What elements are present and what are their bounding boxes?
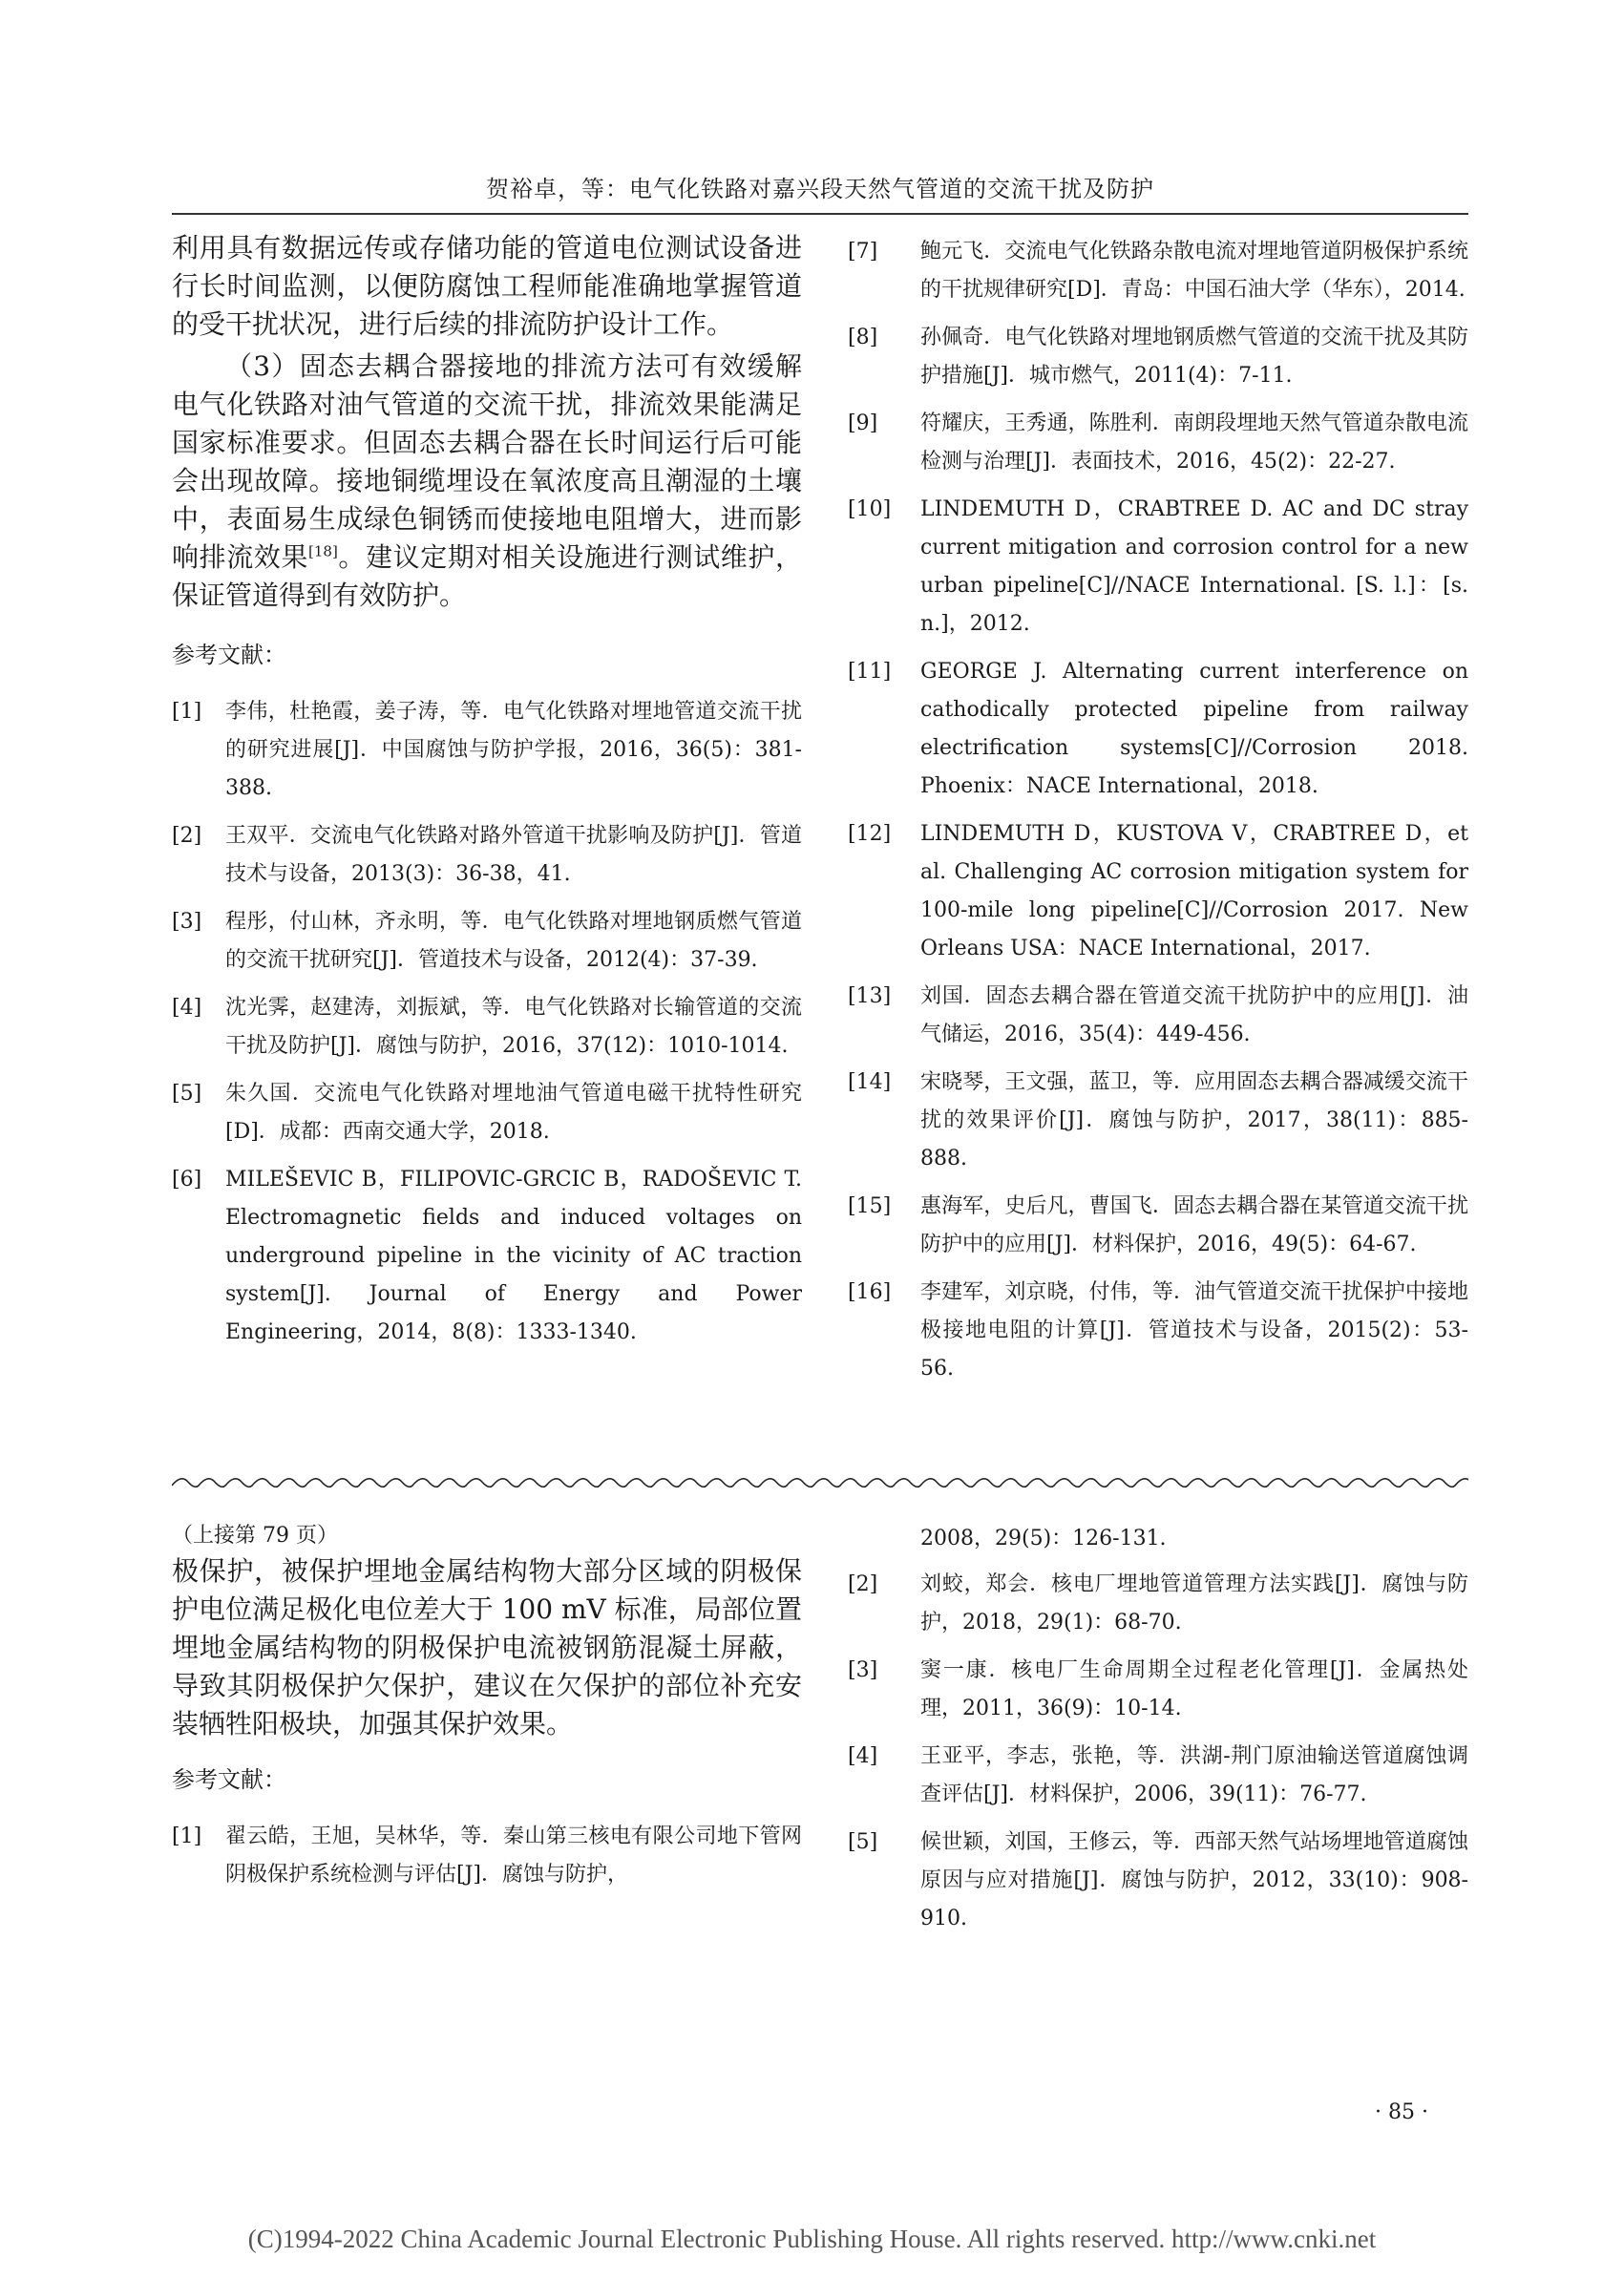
reference-item (172, 817, 802, 894)
reference-item (172, 693, 802, 808)
reference-number: [12] (848, 822, 892, 846)
reference-number: [4] (172, 996, 202, 1020)
reference-text: 翟云皓，王旭，吴林华，等．秦山第三核电有限公司地下管网阴极保护系统检测与评估[J]．腐蚀与防护， (225, 1825, 802, 1887)
reference-1-continuation-text: 2008，29(5)：126-131. (920, 1527, 1167, 1550)
conclusion-paragraph-3-tail: 。建议定期对相关设施进行测试维护，保证管道得到有效防护。 (172, 541, 802, 611)
continued-paragraph: 极保护，被保护埋地金属结构物大部分区域的阴极保护电位满足极化电位差大于 100 mV 标准，局部位置埋地金属结构物的阴极保护电流被钢筋混凝土屏蔽，导致其阴极保护欠保护，建议在欠保护的部位补充安装牺牲阳极块，加强其保护效果。 (172, 1555, 802, 1740)
reference-number: [13] (848, 984, 892, 1008)
running-title: 贺裕卓，等：电气化铁路对嘉兴段天然气管道的交流干扰及防护 (486, 176, 1154, 202)
reference-number: [16] (848, 1280, 892, 1304)
reference-item (848, 319, 1468, 395)
references-list-bottom-right (848, 1566, 1468, 1938)
reference-item (848, 1566, 1468, 1642)
reference-number: [3] (848, 1658, 878, 1682)
reference-text: LINDEMUTH D，KUSTOVA V，CRABTREE D，et al. Challenging AC corrosion mitigation system for 100-mile long pipeline[C]//Corrosion 2017. New Orleans USA：NACE International，2017. (920, 822, 1468, 960)
reference-number: [11] (848, 660, 892, 684)
references-list-bottom-left (172, 1818, 802, 1894)
reference-text: 李伟，杜艳霞，姜子涛，等．电气化铁路对埋地管道交流干扰的研究进展[J]．中国腐蚀与防护学报，2016，36(5)：381-388. (225, 700, 802, 800)
header-rule (172, 213, 1468, 215)
references-heading: 参考文献： (172, 642, 286, 668)
top-left-column (172, 229, 802, 1361)
reference-item (172, 989, 802, 1065)
reference-item (172, 903, 802, 980)
reference-text: 鲍元飞．交流电气化铁路杂散电流对埋地管道阴极保护系统的干扰规律研究[D]．青岛：中国石油大学（华东），2014. (920, 240, 1468, 302)
reference-item (848, 233, 1468, 309)
reference-item (848, 1824, 1468, 1938)
reference-number: [1] (172, 1825, 202, 1848)
reference-text: 惠海军，史后凡，曹国飞．固态去耦合器在某管道交流干扰防护中的应用[J]．材料保护，2016，49(5)：64-67. (920, 1194, 1468, 1256)
conclusion-paragraph-3 (172, 348, 802, 615)
reference-item (172, 1075, 802, 1151)
reference-number: [6] (172, 1168, 202, 1192)
reference-text: 王双平．交流电气化铁路对路外管道干扰影响及防护[J]．管道技术与设备，2013(3)：36-38，41. (225, 824, 802, 886)
reference-text: 候世颖，刘国，王修云，等．西部天然气站场埋地管道腐蚀原因与应对措施[J]．腐蚀与防护，2012，33(10)：908-910. (920, 1830, 1468, 1930)
reference-number: [1] (172, 700, 202, 724)
reference-text: 符耀庆，王秀通，陈胜利．南朗段埋地天然气管道杂散电流检测与治理[J]．表面技术，2016，45(2)：22-27. (920, 411, 1468, 474)
reference-text: 窦一康．核电厂生命周期全过程老化管理[J]．金属热处理，2011，36(9)：10-14. (920, 1658, 1468, 1720)
reference-item (848, 491, 1468, 643)
reference-item (848, 815, 1468, 968)
reference-text: 刘国．固态去耦合器在管道交流干扰防护中的应用[J]．油气储运，2016，35(4)：449-456. (920, 984, 1468, 1046)
reference-number: [10] (848, 497, 892, 521)
reference-item (848, 405, 1468, 481)
reference-text: 王亚平，李志，张艳，等．洪湖-荆门原油输送管道腐蚀调查评估[J]．材料保护，2006，39(11)：76-77. (920, 1744, 1468, 1806)
copyright-footer: (C)1994-2022 China Academic Journal Electronic Publishing House. All rights reserved. http://www.cnki.net (247, 2225, 1377, 2253)
reference-item (172, 1818, 802, 1894)
reference-text: LINDEMUTH D，CRABTREE D. AC and DC stray current mitigation and corrosion control for a new urban pipeline[C]//NACE International. [S. l.]：[s. n.]，2012. (920, 497, 1468, 636)
conclusion-paragraph-3-text: （3）固态去耦合器接地的排流方法可有效缓解电气化铁路对油气管道的交流干扰，排流效果能满足国家标准要求。但固态去耦合器在长时间运行后可能会出现故障。接地铜缆埋设在氧浓度高且潮湿的土壤中，表面易生成绿色铜锈而使接地电阻增大，进而影响排流效果 (172, 350, 802, 573)
reference-number: [5] (848, 1830, 878, 1854)
references-heading-bottom: 参考文献： (172, 1766, 286, 1793)
reference-text: 刘蛟，郑会．核电厂埋地管道管理方法实践[J]．腐蚀与防护，2018，29(1)：68-70. (920, 1572, 1468, 1635)
bottom-left-column (172, 1520, 802, 1904)
reference-text: 朱久国．交流电气化铁路对埋地油气管道电磁干扰特性研究[D]．成都：西南交通大学，2018. (225, 1082, 802, 1144)
reference-number: [9] (848, 411, 878, 435)
reference-text: 程彤，付山林，齐永明，等．电气化铁路对埋地钢质燃气管道的交流干扰研究[J]．管道技术与设备，2012(4)：37-39. (225, 910, 802, 972)
reference-number: [2] (172, 824, 202, 848)
reference-number: [4] (848, 1744, 878, 1768)
reference-text: 沈光霁，赵建涛，刘振斌，等．电气化铁路对长输管道的交流干扰及防护[J]．腐蚀与防护，2016，37(12)：1010-1014. (225, 996, 802, 1058)
references-list-top-left (172, 693, 802, 1352)
references-list-top-right (848, 233, 1468, 1388)
section-separator-wave (172, 1472, 1468, 1491)
reference-item (848, 1274, 1468, 1388)
conclusion-paragraph-2-tail: 利用具有数据远传或存储功能的管道电位测试设备进行长时间监测，以便防腐蚀工程师能准确地掌握管道的受干扰状况，进行后续的排流防护设计工作。 (172, 232, 802, 340)
reference-number: [7] (848, 240, 878, 264)
page-number: · 85 · (1375, 2100, 1428, 2124)
reference-number: [14] (848, 1070, 892, 1094)
reference-1-continuation (848, 1520, 1468, 1558)
reference-number: [2] (848, 1572, 878, 1596)
reference-text: 宋晓琴，王文强，蓝卫，等．应用固态去耦合器减缓交流干扰的效果评价[J]．腐蚀与防护，2017，38(11)：885-888. (920, 1070, 1468, 1171)
reference-number: [15] (848, 1194, 892, 1218)
reference-item (848, 1738, 1468, 1814)
reference-number: [5] (172, 1082, 202, 1106)
reference-text: 李建军，刘京晓，付伟，等．油气管道交流干扰保护中接地极接地电阻的计算[J]．管道技术与设备，2015(2)：53-56. (920, 1280, 1468, 1381)
reference-item (848, 1064, 1468, 1178)
reference-item (172, 1161, 802, 1352)
reference-text: GEORGE J. Alternating current interference on cathodically protected pipeline from railway electrification systems[C]//Corrosion 2018. Phoenix：NACE International，2018. (920, 660, 1468, 798)
top-right-column (848, 233, 1468, 1398)
reference-item (848, 978, 1468, 1054)
reference-text: 孙佩奇．电气化铁路对埋地钢质燃气管道的交流干扰及其防护措施[J]．城市燃气，2011(4)：7-11. (920, 326, 1468, 388)
reference-item (848, 1652, 1468, 1728)
reference-item (848, 1188, 1468, 1264)
bottom-right-column (848, 1520, 1468, 1948)
citation-18: [18] (308, 542, 338, 560)
reference-item (848, 653, 1468, 806)
reference-number: [8] (848, 326, 878, 349)
reference-number: [3] (172, 910, 202, 934)
reference-text: MILEŠEVIC B，FILIPOVIC-GRCIC B，RADOŠEVIC T. Electromagnetic fields and induced voltages on underground pipeline in the vicinity of AC traction system[J]. Journal of Energy and Power Engineering，2014，8(8)：1333-1340. (225, 1168, 802, 1344)
continued-from-note: （上接第 79 页） (172, 1524, 338, 1548)
